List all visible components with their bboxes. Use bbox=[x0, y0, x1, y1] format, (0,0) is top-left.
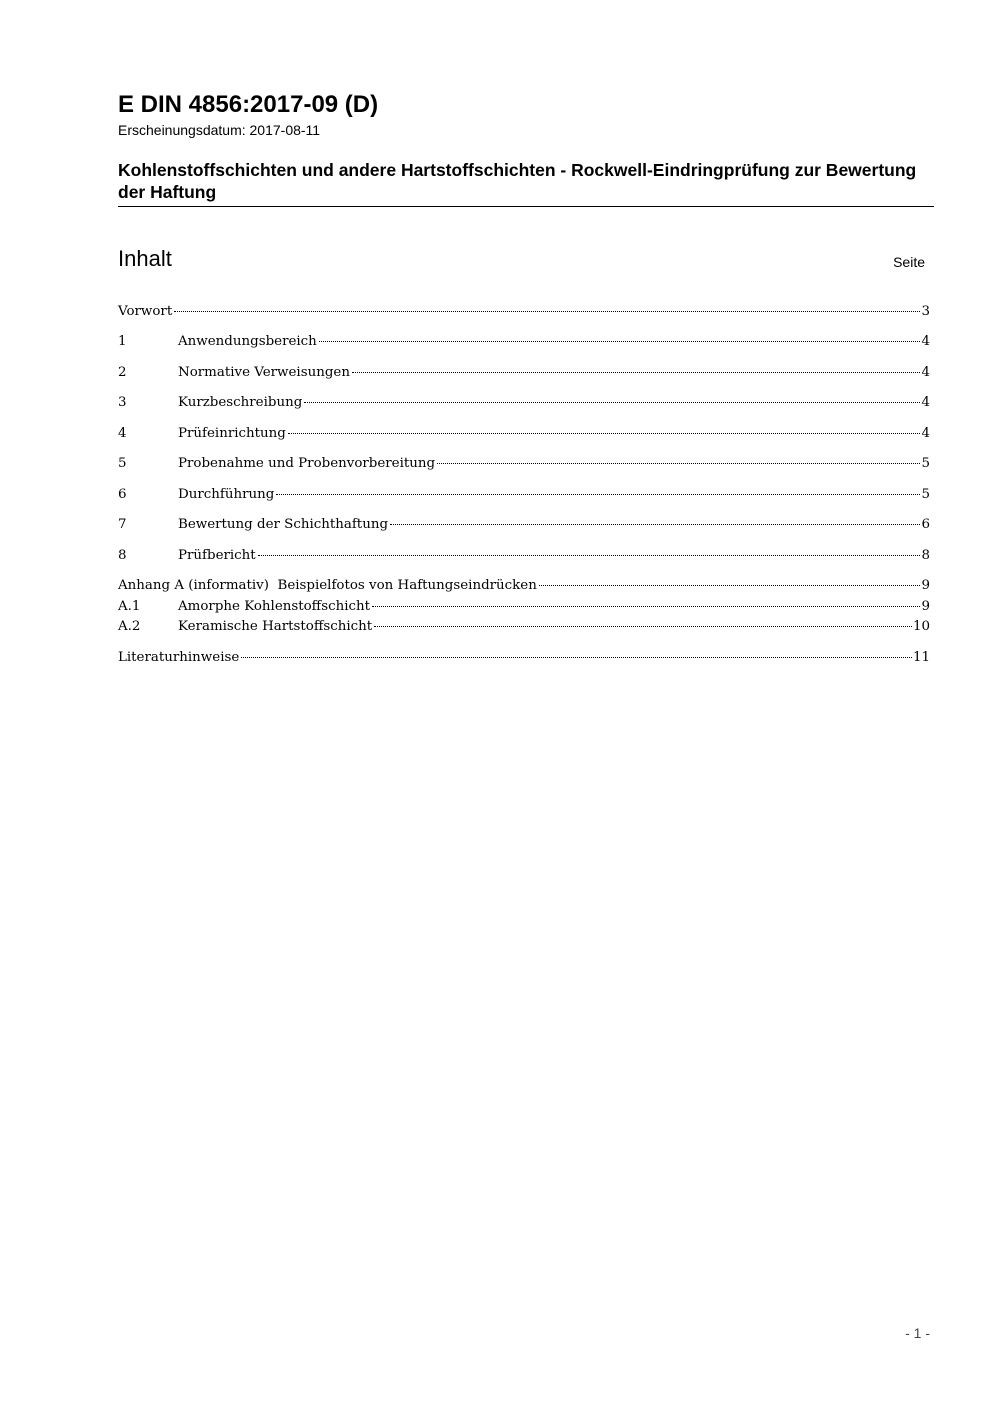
toc-entry-6[interactable] bbox=[118, 486, 930, 503]
toc-entry-a2[interactable] bbox=[118, 618, 930, 635]
toc-entry-label: Amorphe Kohlenstoffschicht bbox=[178, 599, 370, 614]
toc-entry-label: Normative Verweisungen bbox=[178, 365, 350, 380]
toc-entry-page: 4 bbox=[921, 395, 930, 410]
toc-entry-7[interactable] bbox=[118, 516, 930, 533]
toc-entry-number: A.2 bbox=[118, 619, 141, 634]
toc-entry-number: 7 bbox=[118, 517, 127, 532]
toc-dot-leader bbox=[374, 626, 912, 627]
release-date: Erscheinungsdatum: 2017-08-11 bbox=[118, 122, 321, 138]
toc-entry-label: Durchführung bbox=[178, 487, 275, 502]
toc-entry-page: 6 bbox=[921, 517, 930, 532]
toc-entry-number: 8 bbox=[118, 548, 127, 563]
toc-entry-label: Literaturhinweise bbox=[118, 650, 240, 665]
toc-dot-leader bbox=[437, 463, 920, 464]
toc-entry-vorwort[interactable] bbox=[118, 303, 930, 320]
toc-dot-leader bbox=[372, 606, 920, 607]
title-divider bbox=[118, 206, 934, 207]
toc-entry-page: 10 bbox=[912, 619, 930, 634]
toc-entry-label: Probenahme und Probenvorbereitung bbox=[178, 456, 436, 471]
toc-entry-label: Prüfeinrichtung bbox=[178, 426, 286, 441]
toc-entry-page: 3 bbox=[921, 304, 930, 319]
toc-entry-label: Kurzbeschreibung bbox=[178, 395, 303, 410]
toc-entry-anhang-a[interactable] bbox=[118, 577, 930, 594]
toc-entry-number: 1 bbox=[118, 334, 127, 349]
toc-entry-2[interactable] bbox=[118, 364, 930, 381]
toc-entry-page: 8 bbox=[921, 548, 930, 563]
toc-entry-page: 4 bbox=[921, 365, 930, 380]
toc-entry-page: 9 bbox=[921, 578, 930, 593]
toc-entry-1[interactable] bbox=[118, 333, 930, 350]
toc-dot-leader bbox=[258, 555, 921, 556]
toc-entry-label: Keramische Hartstoffschicht bbox=[178, 619, 373, 634]
toc-entry-page: 5 bbox=[921, 487, 930, 502]
toc-entry-number: 3 bbox=[118, 395, 127, 410]
toc-entry-label: Prüfbericht bbox=[178, 548, 256, 563]
toc-entry-literaturhinweise[interactable] bbox=[118, 649, 930, 666]
toc-entry-a1[interactable] bbox=[118, 598, 930, 615]
toc-entry-5[interactable] bbox=[118, 455, 930, 472]
toc-entry-page: 4 bbox=[921, 426, 930, 441]
toc-entry-page: 9 bbox=[921, 599, 930, 614]
page-number: - 1 - bbox=[905, 1325, 930, 1341]
toc-dot-leader bbox=[539, 585, 921, 586]
toc-entry-8[interactable] bbox=[118, 547, 930, 564]
toc-dot-leader bbox=[304, 402, 920, 403]
toc-entry-page: 4 bbox=[921, 334, 930, 349]
page-column-label: Seite bbox=[893, 254, 925, 270]
toc-entry-page: 11 bbox=[912, 650, 930, 665]
toc-heading: Inhalt bbox=[118, 246, 172, 271]
toc-entry-label: Anwendungsbereich bbox=[178, 334, 317, 349]
toc-entry-number: 6 bbox=[118, 487, 127, 502]
toc-dot-leader bbox=[241, 657, 912, 658]
toc-dot-leader bbox=[288, 433, 921, 434]
toc-dot-leader bbox=[174, 311, 920, 312]
toc-dot-leader bbox=[352, 372, 921, 373]
toc-entry-3[interactable] bbox=[118, 394, 930, 411]
toc-entry-page: 5 bbox=[921, 456, 930, 471]
toc-entry-label: Vorwort bbox=[118, 304, 173, 319]
document-id: E DIN 4856:2017-09 (D) bbox=[118, 91, 379, 118]
toc-dot-leader bbox=[319, 341, 921, 342]
toc-entry-number: 4 bbox=[118, 426, 127, 441]
toc-entry-label: Anhang A (informativ) Beispielfotos von Haftungseindrücken bbox=[118, 578, 537, 593]
toc-entry-number: 5 bbox=[118, 456, 127, 471]
toc-dot-leader bbox=[390, 524, 920, 525]
toc-entry-label: Bewertung der Schichthaftung bbox=[178, 517, 389, 532]
document-title: Kohlenstoffschichten und andere Hartstoffschichten - Rockwell-Eindringprüfung zur Bewertung der Haftung bbox=[118, 160, 917, 202]
toc-entry-number: A.1 bbox=[118, 599, 141, 614]
toc-entry-4[interactable] bbox=[118, 425, 930, 442]
toc-dot-leader bbox=[276, 494, 920, 495]
toc-entry-number: 2 bbox=[118, 365, 127, 380]
